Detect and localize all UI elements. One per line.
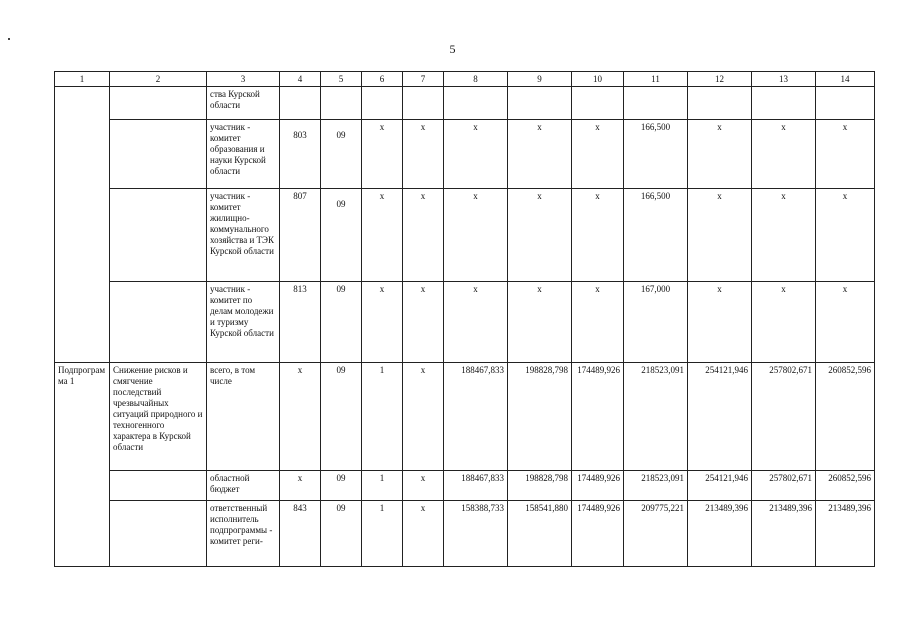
- table-cell: 1: [362, 471, 403, 501]
- column-header: 11: [624, 72, 688, 87]
- empty-cell: [110, 120, 207, 189]
- empty-cell: [110, 501, 207, 567]
- table-cell: 213489,396: [816, 501, 875, 567]
- table-cell: 218523,091: [624, 363, 688, 471]
- table-row: [55, 189, 875, 282]
- table-cell: 1: [362, 501, 403, 567]
- row-description: участник - комитет образования и науки Курской области: [207, 120, 280, 189]
- table-cell: х: [816, 120, 875, 189]
- column-header: 5: [321, 72, 362, 87]
- column-header: 4: [280, 72, 321, 87]
- scan-speck: [8, 38, 10, 40]
- table-cell: х: [752, 189, 816, 282]
- table-cell: 198828,798: [508, 363, 572, 471]
- empty-cell: [110, 189, 207, 282]
- subprogram-label: Подпрограмма 1: [55, 363, 110, 567]
- table-cell: [816, 87, 875, 120]
- column-header: 6: [362, 72, 403, 87]
- table-cell: х: [444, 282, 508, 363]
- table-cell: х: [688, 120, 752, 189]
- table-cell: х: [688, 282, 752, 363]
- table-cell: [444, 87, 508, 120]
- table-cell: х: [362, 282, 403, 363]
- empty-cell: [110, 282, 207, 363]
- table-cell: х: [572, 120, 624, 189]
- table-cell: 257802,671: [752, 471, 816, 501]
- table-cell: 209775,221: [624, 501, 688, 567]
- table-cell: 254121,946: [688, 471, 752, 501]
- table-cell: [688, 87, 752, 120]
- table-cell: х: [572, 282, 624, 363]
- table-row: [55, 501, 875, 567]
- column-header: 3: [207, 72, 280, 87]
- table-cell: 260852,596: [816, 471, 875, 501]
- table-cell: [508, 87, 572, 120]
- table-cell: 09: [321, 189, 362, 282]
- empty-cell: [110, 471, 207, 501]
- table-cell: х: [688, 189, 752, 282]
- table-cell: 813: [280, 282, 321, 363]
- table-row: [55, 471, 875, 501]
- table-cell: 1: [362, 363, 403, 471]
- page-number: 5: [449, 42, 456, 56]
- column-header: 1: [55, 72, 110, 87]
- row-description: ства Курской области: [207, 87, 280, 120]
- table-cell: х: [403, 363, 444, 471]
- table-cell: 166,500: [624, 120, 688, 189]
- table-cell: х: [508, 120, 572, 189]
- budget-table: [54, 71, 875, 567]
- table-cell: 174489,926: [572, 363, 624, 471]
- table-cell: [280, 87, 321, 120]
- column-header: 13: [752, 72, 816, 87]
- row-description: участник - комитет жилищно-коммунального хозяйства и ТЭК Курской области: [207, 189, 280, 282]
- table-cell: х: [280, 471, 321, 501]
- table-cell: [752, 87, 816, 120]
- table-row: [55, 363, 875, 471]
- row-description: областной бюджет: [207, 471, 280, 501]
- table-row: [55, 87, 875, 120]
- table-cell: 166,500: [624, 189, 688, 282]
- table-cell: х: [362, 120, 403, 189]
- table-cell: 174489,926: [572, 501, 624, 567]
- table-cell: 213489,396: [688, 501, 752, 567]
- table-cell: х: [816, 189, 875, 282]
- table-cell: 218523,091: [624, 471, 688, 501]
- table-cell: 09: [321, 120, 362, 189]
- empty-cell: [55, 87, 110, 363]
- table-cell: х: [280, 363, 321, 471]
- table-cell: х: [403, 120, 444, 189]
- column-header: 10: [572, 72, 624, 87]
- column-header: 9: [508, 72, 572, 87]
- empty-cell: [110, 87, 207, 120]
- table-header-row: [55, 72, 875, 87]
- table-cell: 09: [321, 363, 362, 471]
- table-cell: х: [572, 189, 624, 282]
- table-cell: 188467,833: [444, 471, 508, 501]
- table-cell: 158541,880: [508, 501, 572, 567]
- table-cell: 167,000: [624, 282, 688, 363]
- table-cell: 09: [321, 501, 362, 567]
- table-cell: х: [403, 189, 444, 282]
- table-cell: 257802,671: [752, 363, 816, 471]
- table-cell: 254121,946: [688, 363, 752, 471]
- table-row: [55, 282, 875, 363]
- table-cell: 198828,798: [508, 471, 572, 501]
- table-cell: х: [444, 120, 508, 189]
- table-cell: х: [508, 189, 572, 282]
- table-cell: 188467,833: [444, 363, 508, 471]
- table-cell: 260852,596: [816, 363, 875, 471]
- table-cell: [403, 87, 444, 120]
- table-cell: 213489,396: [752, 501, 816, 567]
- table-cell: х: [816, 282, 875, 363]
- table-cell: х: [752, 120, 816, 189]
- table-cell: 807: [280, 189, 321, 282]
- column-header: 12: [688, 72, 752, 87]
- subprogram-title: Снижение рисков и смягчение последствий чрезвычайных ситуаций природного и техногенного характера в Курской области: [110, 363, 207, 471]
- table-cell: х: [362, 189, 403, 282]
- table-row: [55, 120, 875, 189]
- row-description: всего, в том числе: [207, 363, 280, 471]
- table-cell: 843: [280, 501, 321, 567]
- table-cell: 174489,926: [572, 471, 624, 501]
- table-cell: [572, 87, 624, 120]
- row-description: участник - комитет по делам молодежи и туризму Курской области: [207, 282, 280, 363]
- table-cell: х: [752, 282, 816, 363]
- row-description: ответственный исполнитель подпрограммы - комитет реги-: [207, 501, 280, 567]
- table-cell: 09: [321, 471, 362, 501]
- column-header: 14: [816, 72, 875, 87]
- table-cell: 158388,733: [444, 501, 508, 567]
- column-header: 8: [444, 72, 508, 87]
- column-header: 2: [110, 72, 207, 87]
- table-cell: х: [403, 501, 444, 567]
- table-cell: х: [444, 189, 508, 282]
- table-cell: 803: [280, 120, 321, 189]
- table-cell: х: [508, 282, 572, 363]
- table-cell: х: [403, 471, 444, 501]
- table-cell: [362, 87, 403, 120]
- table-cell: х: [403, 282, 444, 363]
- table-cell: 09: [321, 282, 362, 363]
- column-header: 7: [403, 72, 444, 87]
- table-cell: [624, 87, 688, 120]
- table-cell: [321, 87, 362, 120]
